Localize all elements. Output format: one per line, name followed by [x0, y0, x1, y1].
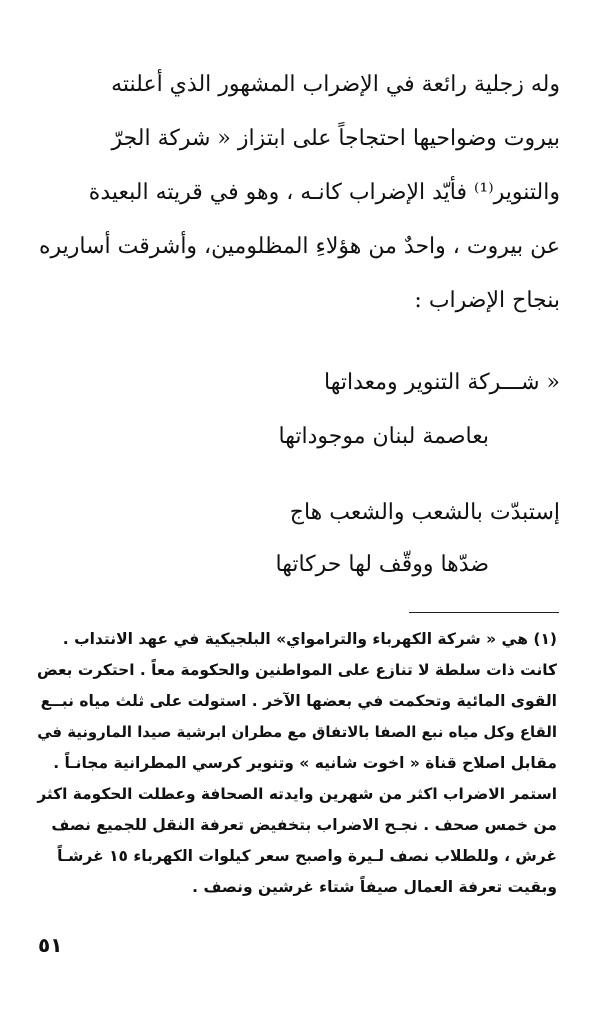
footnote-line-1: (١) هي « شركة الكهرباء والترامواي» البلجيكية في عهد الانتداب . [62, 630, 557, 648]
body-line-2: بيروت وضواحيها احتجاجاً على ابتزاز « شركة الجرّ [111, 126, 560, 151]
poem-line-3: إستبدّت بالشعب والشعب هاج [289, 500, 560, 525]
footnote-line-9: وبقيت تعرفة العمال صيفاً شتاء غرشين ونصف . [192, 878, 557, 896]
footnote-line-3: القوى المائية وتحكمت في بعضها الآخر . استولت على ثلث مياه نبــع [40, 692, 557, 710]
poem-line-4: ضدّها ووقّف لها حركاتها [275, 552, 489, 577]
poem-line-1: « شـــركة التنوير ومعداتها [324, 370, 560, 395]
footnote-line-2: كانت ذات سلطة لا تنازع على المواطنين والحكومة معاً . احتكرت بعض [36, 661, 557, 679]
body-line-1: وله زجلية رائعة في الإضراب المشهور الذي أعلنته [111, 72, 560, 97]
page-number: ٥١ [38, 933, 63, 957]
footnote-line-5: مقابل اصلاح قناة « اخوت شانيه » وتنوير كرسي المطرانية مجانـاً . [53, 754, 557, 772]
body-line-5: بنجاح الإضراب : [414, 288, 560, 313]
footnote-line-4: القاع وكل مياه نبع الصفا بالاتفاق مع مطران ابرشية صيدا المارونية في [37, 723, 557, 741]
footnote-line-6: استمر الاضراب اكثر من شهرين وايدته الصحافة وعطلت الحكومة اكثر [37, 785, 557, 803]
body-line-3: والتنوير⁽¹⁾ فأيّد الإضراب كانـه ، وهو في قريته البعيدة [88, 180, 560, 205]
footnote-line-7: من خمس صحف . نجـح الاضراب بتخفيض تعرفة النقل للجميع نصف [51, 816, 557, 834]
footnote-separator [409, 612, 559, 613]
body-line-4: عن بيروت ، واحدٌ من هؤلاءِ المظلومين، وأشرقت أساريره [38, 234, 560, 259]
footnote-line-8: غرش ، وللطلاب نصف لـيرة واصبح سعر كيلوات الكهرباء ١٥ غرشـاً [57, 847, 557, 865]
poem-line-2: بعاصمة لبنان موجوداتها [278, 424, 489, 449]
